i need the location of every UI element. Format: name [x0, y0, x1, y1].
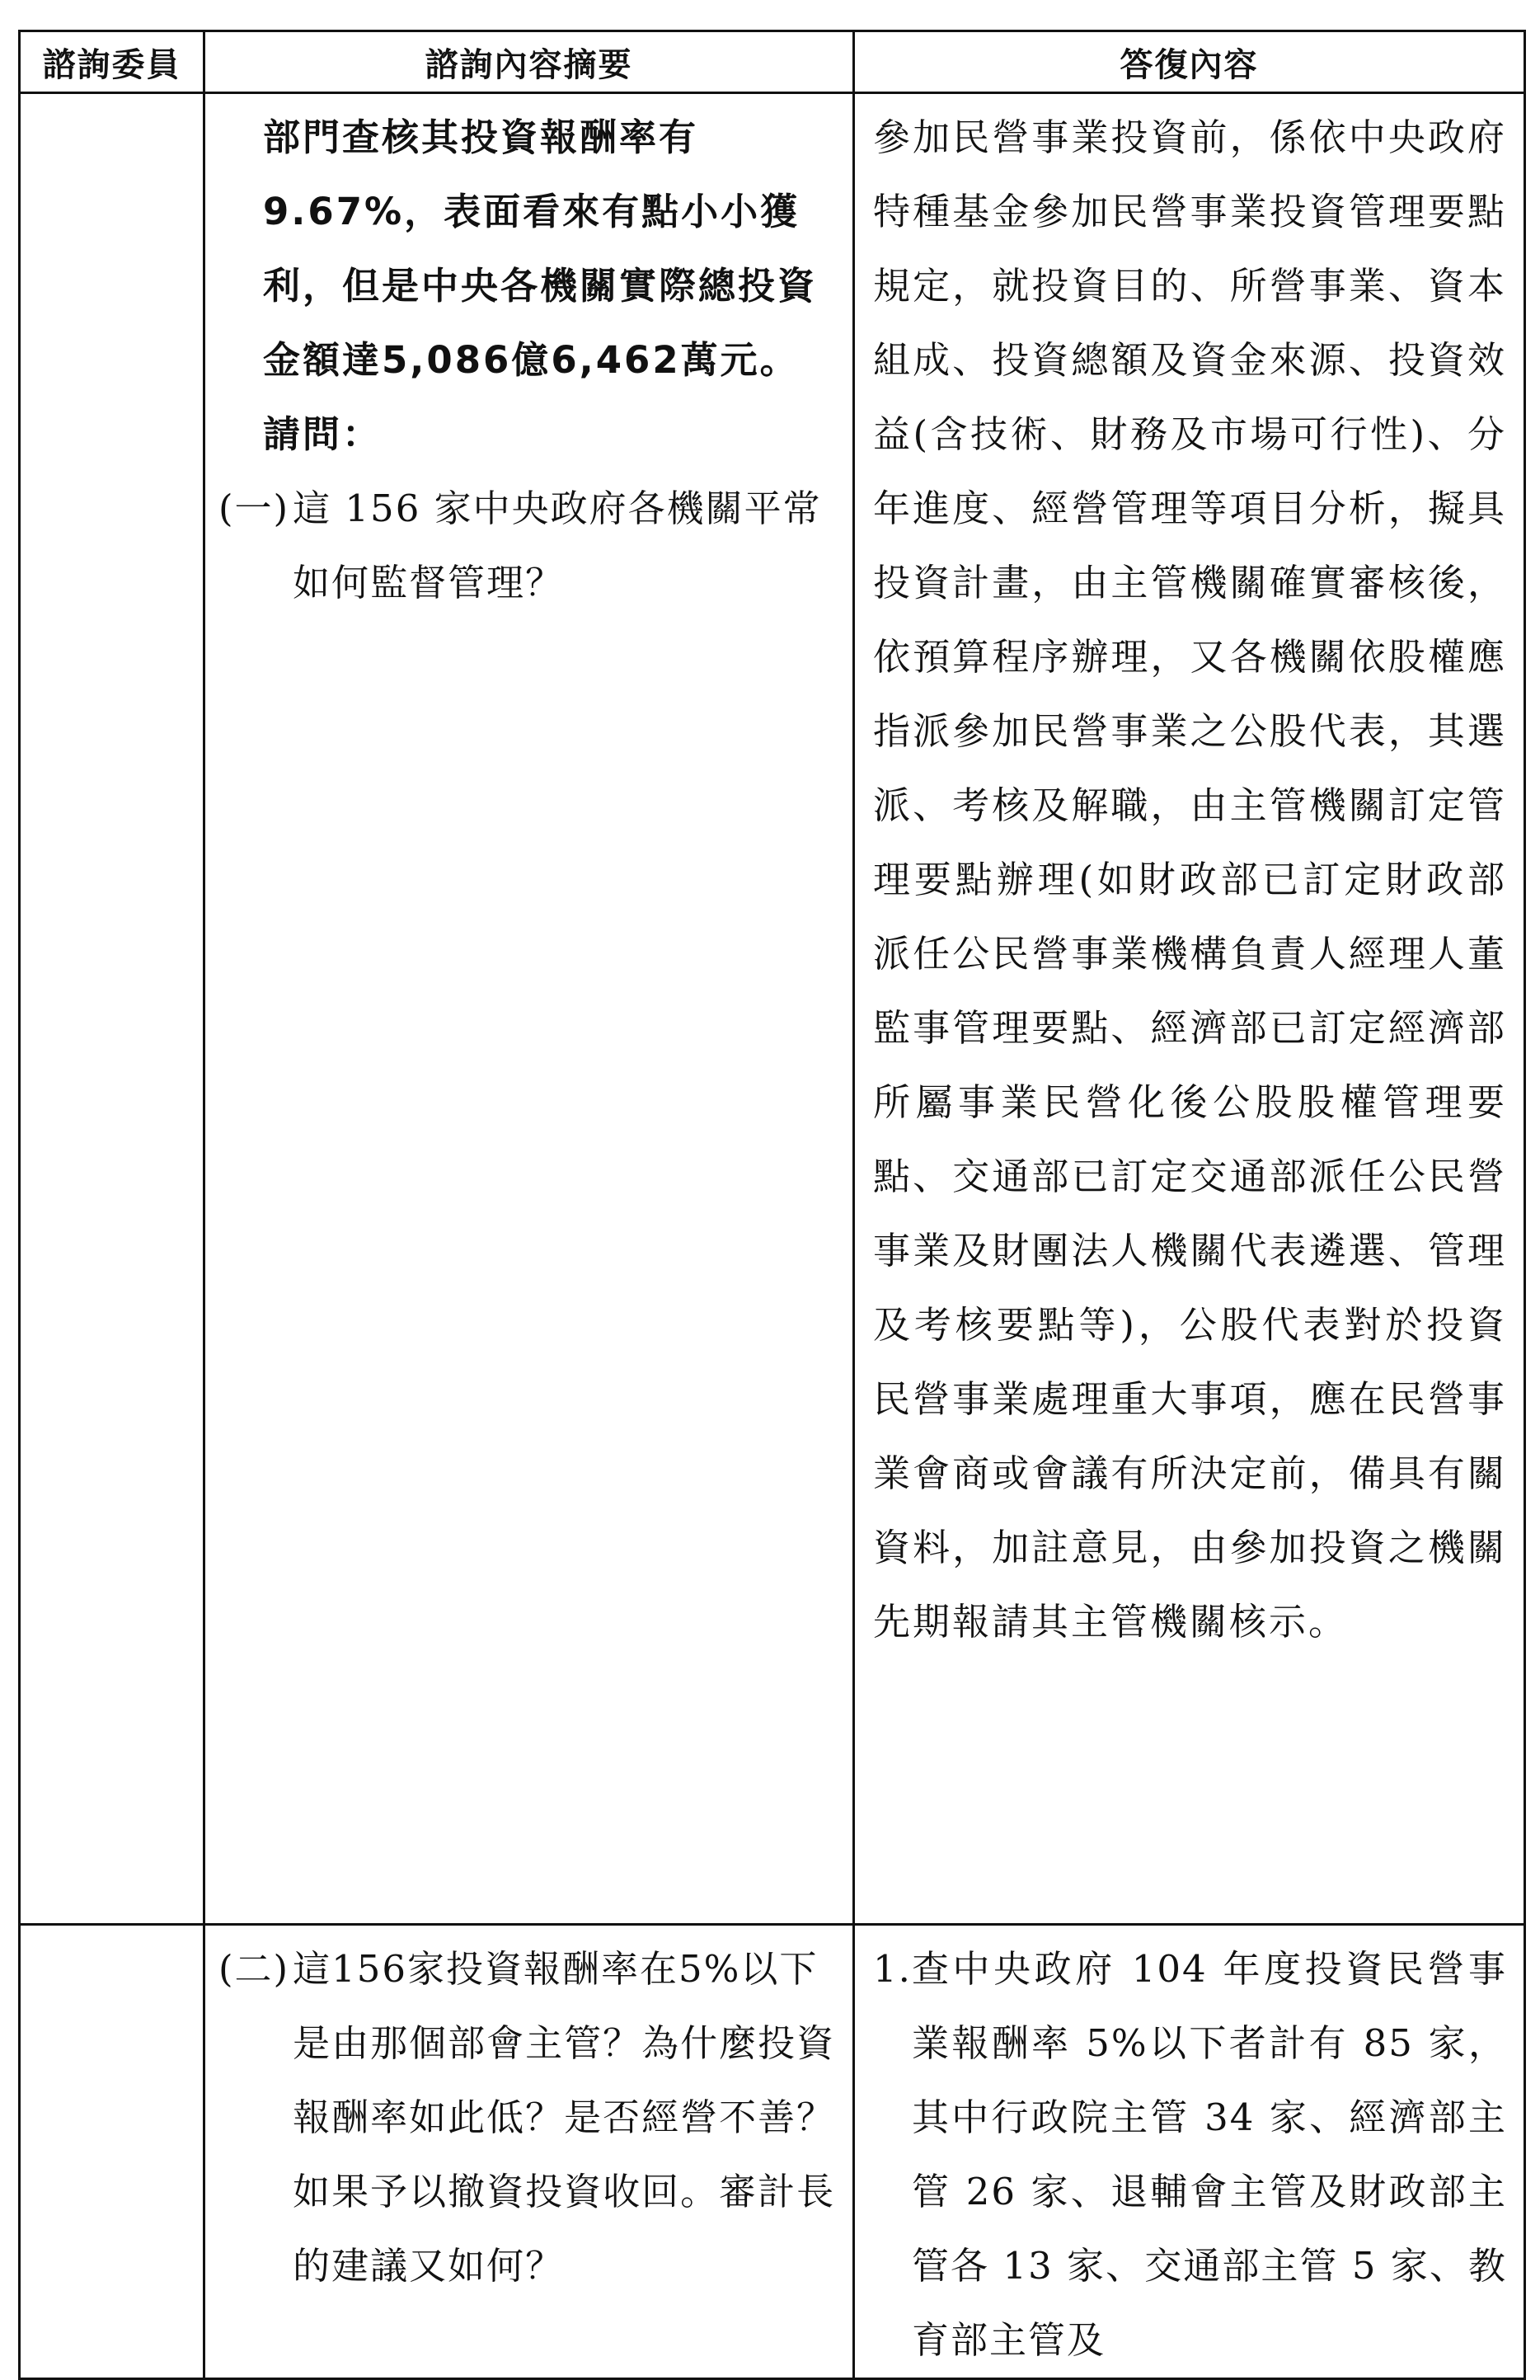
question-item — [218, 472, 838, 620]
summary-cell — [204, 1925, 854, 2379]
table-row — [20, 93, 1525, 1925]
reply-number: 1. — [873, 1947, 912, 1991]
header-reply: 答復內容 — [854, 31, 1525, 93]
reply-cell — [854, 93, 1525, 1925]
reply-text: 查中央政府 104 年度投資民營事業報酬率 5%以下者計有 85 家，其中行政院主管 34 家、經濟部主管 26 家、退輔會主管及財政部主管各 13 家、交通部主管 5 家、教育部主管及 — [911, 1947, 1507, 2362]
question-item — [218, 1926, 838, 2303]
summary-lead-text: 部門查核其投資報酬率有9.67%，表面看來有點小小獲利，但是中央各機關實際總投資金額達5,086億6,462萬元。請問： — [263, 115, 818, 456]
reply-text: 參加民營事業投資前，係依中央政府特種基金參加民營事業投資管理要點規定，就投資目的、所營事業、資本組成、投資總額及資金來源、投資效益(含技術、財務及市場可行性)、分年進度、經營管理等項目分析，擬具投資計畫，由主管機關確實審核後，依預算程序辦理，又各機關依股權應指派參加民營事業之公股代表，其選派、考核及解職，由主管機關訂定管理要點辦理(如財政部已訂定財政部派任公民營事業機構負責人經理人董監事管理要點、經濟部已訂定經濟部所屬事業民營化後公股股權管理要點、交通部已訂定交通部派任公民營事業及財團法人機關代表遴選、管理及考核要點等)，公股代表對於投資民營事業處理重大事項，應在民營事業會商或會議有所決定前，備具有關資料，加註意見，由參加投資之機關先期報請其主管機關核示。 — [873, 115, 1507, 1644]
question-text: 這 156 家中央政府各機關平常如何監督管理？ — [293, 487, 822, 604]
reply-cell — [854, 1925, 1525, 2379]
member-cell — [20, 93, 204, 1925]
header-summary: 諮詢內容摘要 — [204, 31, 854, 93]
summary-cell — [204, 93, 854, 1925]
question-number: (二) — [218, 1947, 290, 1991]
member-cell — [20, 1925, 204, 2379]
question-number: (一) — [218, 487, 290, 530]
table-header-row — [20, 31, 1525, 93]
consultation-table — [18, 30, 1526, 2380]
table-row — [20, 1925, 1525, 2379]
reply-item — [873, 1926, 1507, 2378]
question-text: 這156家投資報酬率在5%以下是由那個部會主管？為什麼投資報酬率如此低？是否經營不善？如果予以撤資投資收回。審計長的建議又如何？ — [293, 1947, 836, 2288]
header-member: 諮詢委員 — [20, 31, 204, 93]
